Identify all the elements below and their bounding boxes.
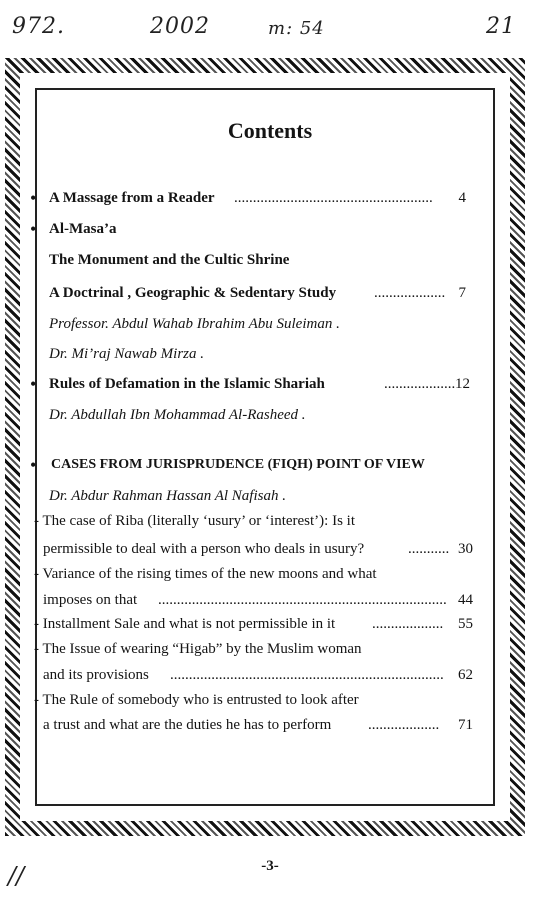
entry-title: CASES FROM JURISPRUDENCE (FIQH) POINT OF VIEW (51, 457, 425, 472)
subentry-text: a trust and what are the duties he has to perform (43, 717, 332, 733)
page-title: Contents (227, 118, 313, 143)
margin-pen-mark: // (8, 862, 25, 890)
subentry-text: - The Rule of somebody who is entrusted to look after (34, 692, 359, 708)
leader-dots: ................... (372, 616, 444, 632)
page-number: 12 (455, 376, 470, 392)
subentry-text: - Installment Sale and what is not permissible in it (34, 616, 336, 632)
page-number: 4 (458, 190, 466, 206)
subentry-text: - The case of Riba (literally ‘usury’ or ‘interest’): Is it (34, 513, 355, 529)
page-number: 55 (458, 616, 473, 632)
subentry-text: - Variance of the rising times of the new moons and what (34, 566, 377, 582)
handwritten-page-mark: 21 (486, 14, 516, 39)
entry-title: Rules of Defamation in the Islamic Shariah (49, 376, 325, 392)
leader-dots: ................... (374, 285, 446, 301)
leader-dots: ..................................................... (234, 190, 433, 206)
bullet-icon: • (30, 455, 37, 475)
handwritten-issue: m: 54 (268, 18, 325, 39)
handwritten-year: 2002 (150, 14, 210, 39)
bullet-icon: • (30, 188, 37, 208)
page-number: 30 (458, 541, 473, 557)
leader-dots: ........... (408, 541, 450, 557)
bullet-icon: • (30, 219, 37, 239)
handwritten-number: 972. (12, 14, 65, 39)
page-footer-number: -3- (261, 858, 279, 874)
entry-title: Al-Masa’a (49, 221, 117, 237)
leader-dots: ................... (384, 376, 456, 392)
leader-dots: ......................................................................... (170, 667, 444, 683)
entry-title: The Monument and the Cultic Shrine (49, 252, 290, 268)
author-name: Dr. Abdullah Ibn Mohammad Al-Rasheed . (49, 407, 306, 423)
page-number: 44 (458, 592, 473, 608)
subentry-text: and its provisions (43, 667, 149, 683)
page-number: 71 (458, 717, 473, 733)
bullet-icon: • (30, 374, 37, 394)
author-name: Professor. Abdul Wahab Ibrahim Abu Suleiman . (49, 316, 340, 332)
entry-title: A Doctrinal , Geographic & Sedentary Study (49, 285, 337, 301)
page-number: 7 (458, 285, 466, 301)
author-name: Dr. Mi’raj Nawab Mirza . (49, 346, 205, 362)
author-name: Dr. Abdur Rahman Hassan Al Nafisah . (49, 488, 286, 504)
leader-dots: ............................................................................. (158, 592, 447, 608)
subentry-text: - The Issue of wearing “Higab” by the Muslim woman (34, 641, 362, 657)
subentry-text: imposes on that (43, 592, 138, 608)
entry-title: A Massage from a Reader (49, 190, 215, 206)
page-number: 62 (458, 667, 473, 683)
subentry-text: permissible to deal with a person who deals in usury? (43, 541, 365, 557)
leader-dots: ................... (368, 717, 440, 733)
